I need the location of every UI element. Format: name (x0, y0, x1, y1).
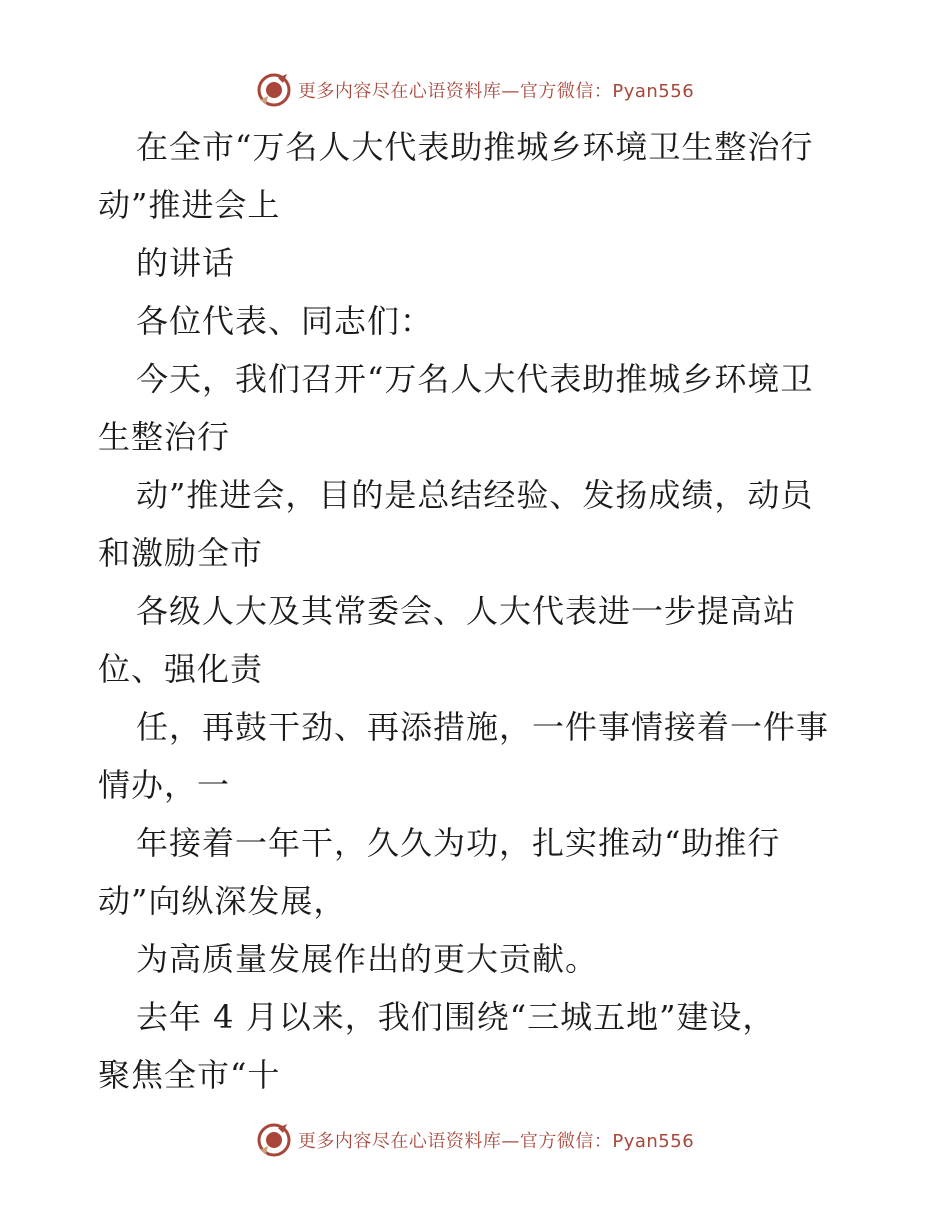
text-line: 聚焦全市“十 (98, 1056, 281, 1094)
pen-logo-icon (256, 1122, 292, 1158)
watermark-banner-bottom (0, 1118, 950, 1162)
text-line: 动”向纵深发展， (98, 882, 347, 920)
text-line: 位、强化责 (98, 650, 264, 688)
text-line: 去年 4 月以来，我们围绕“三城五地”建设， (136, 998, 776, 1036)
text-line: 各级人大及其常委会、人大代表进一步提高站 (136, 592, 797, 630)
text-line: 动”推进会上 (98, 186, 281, 224)
text-line: 年接着一年干，久久为功，扎实推动“助推行 (136, 824, 781, 862)
text-line: 生整治行 (98, 418, 231, 456)
text-line: 动”推进会，目的是总结经验、发扬成绩，动员 (136, 476, 814, 514)
document-body (98, 118, 858, 1104)
text-line: 情办，一 (98, 766, 231, 804)
watermark-text: 更多内容尽在心语资料库—官方微信：Pyan556 (297, 1131, 695, 1152)
pen-logo-icon (256, 72, 292, 108)
text-line: 今天，我们召开“万名人大代表助推城乡环境卫 (136, 360, 814, 398)
watermark-text: 更多内容尽在心语资料库—官方微信：Pyan556 (297, 81, 695, 102)
text-line: 任，再鼓干劲、再添措施，一件事情接着一件事 (136, 708, 830, 746)
text-line: 和激励全市 (98, 534, 264, 572)
salutation: 各位代表、同志们： (136, 302, 434, 340)
watermark-banner-top (0, 68, 950, 112)
text-line: 为高质量发展作出的更大贡献。 (136, 940, 599, 978)
text-line: 在全市“万名人大代表助推城乡环境卫生整治行 (136, 128, 814, 166)
text-line: 的讲话 (136, 244, 236, 282)
